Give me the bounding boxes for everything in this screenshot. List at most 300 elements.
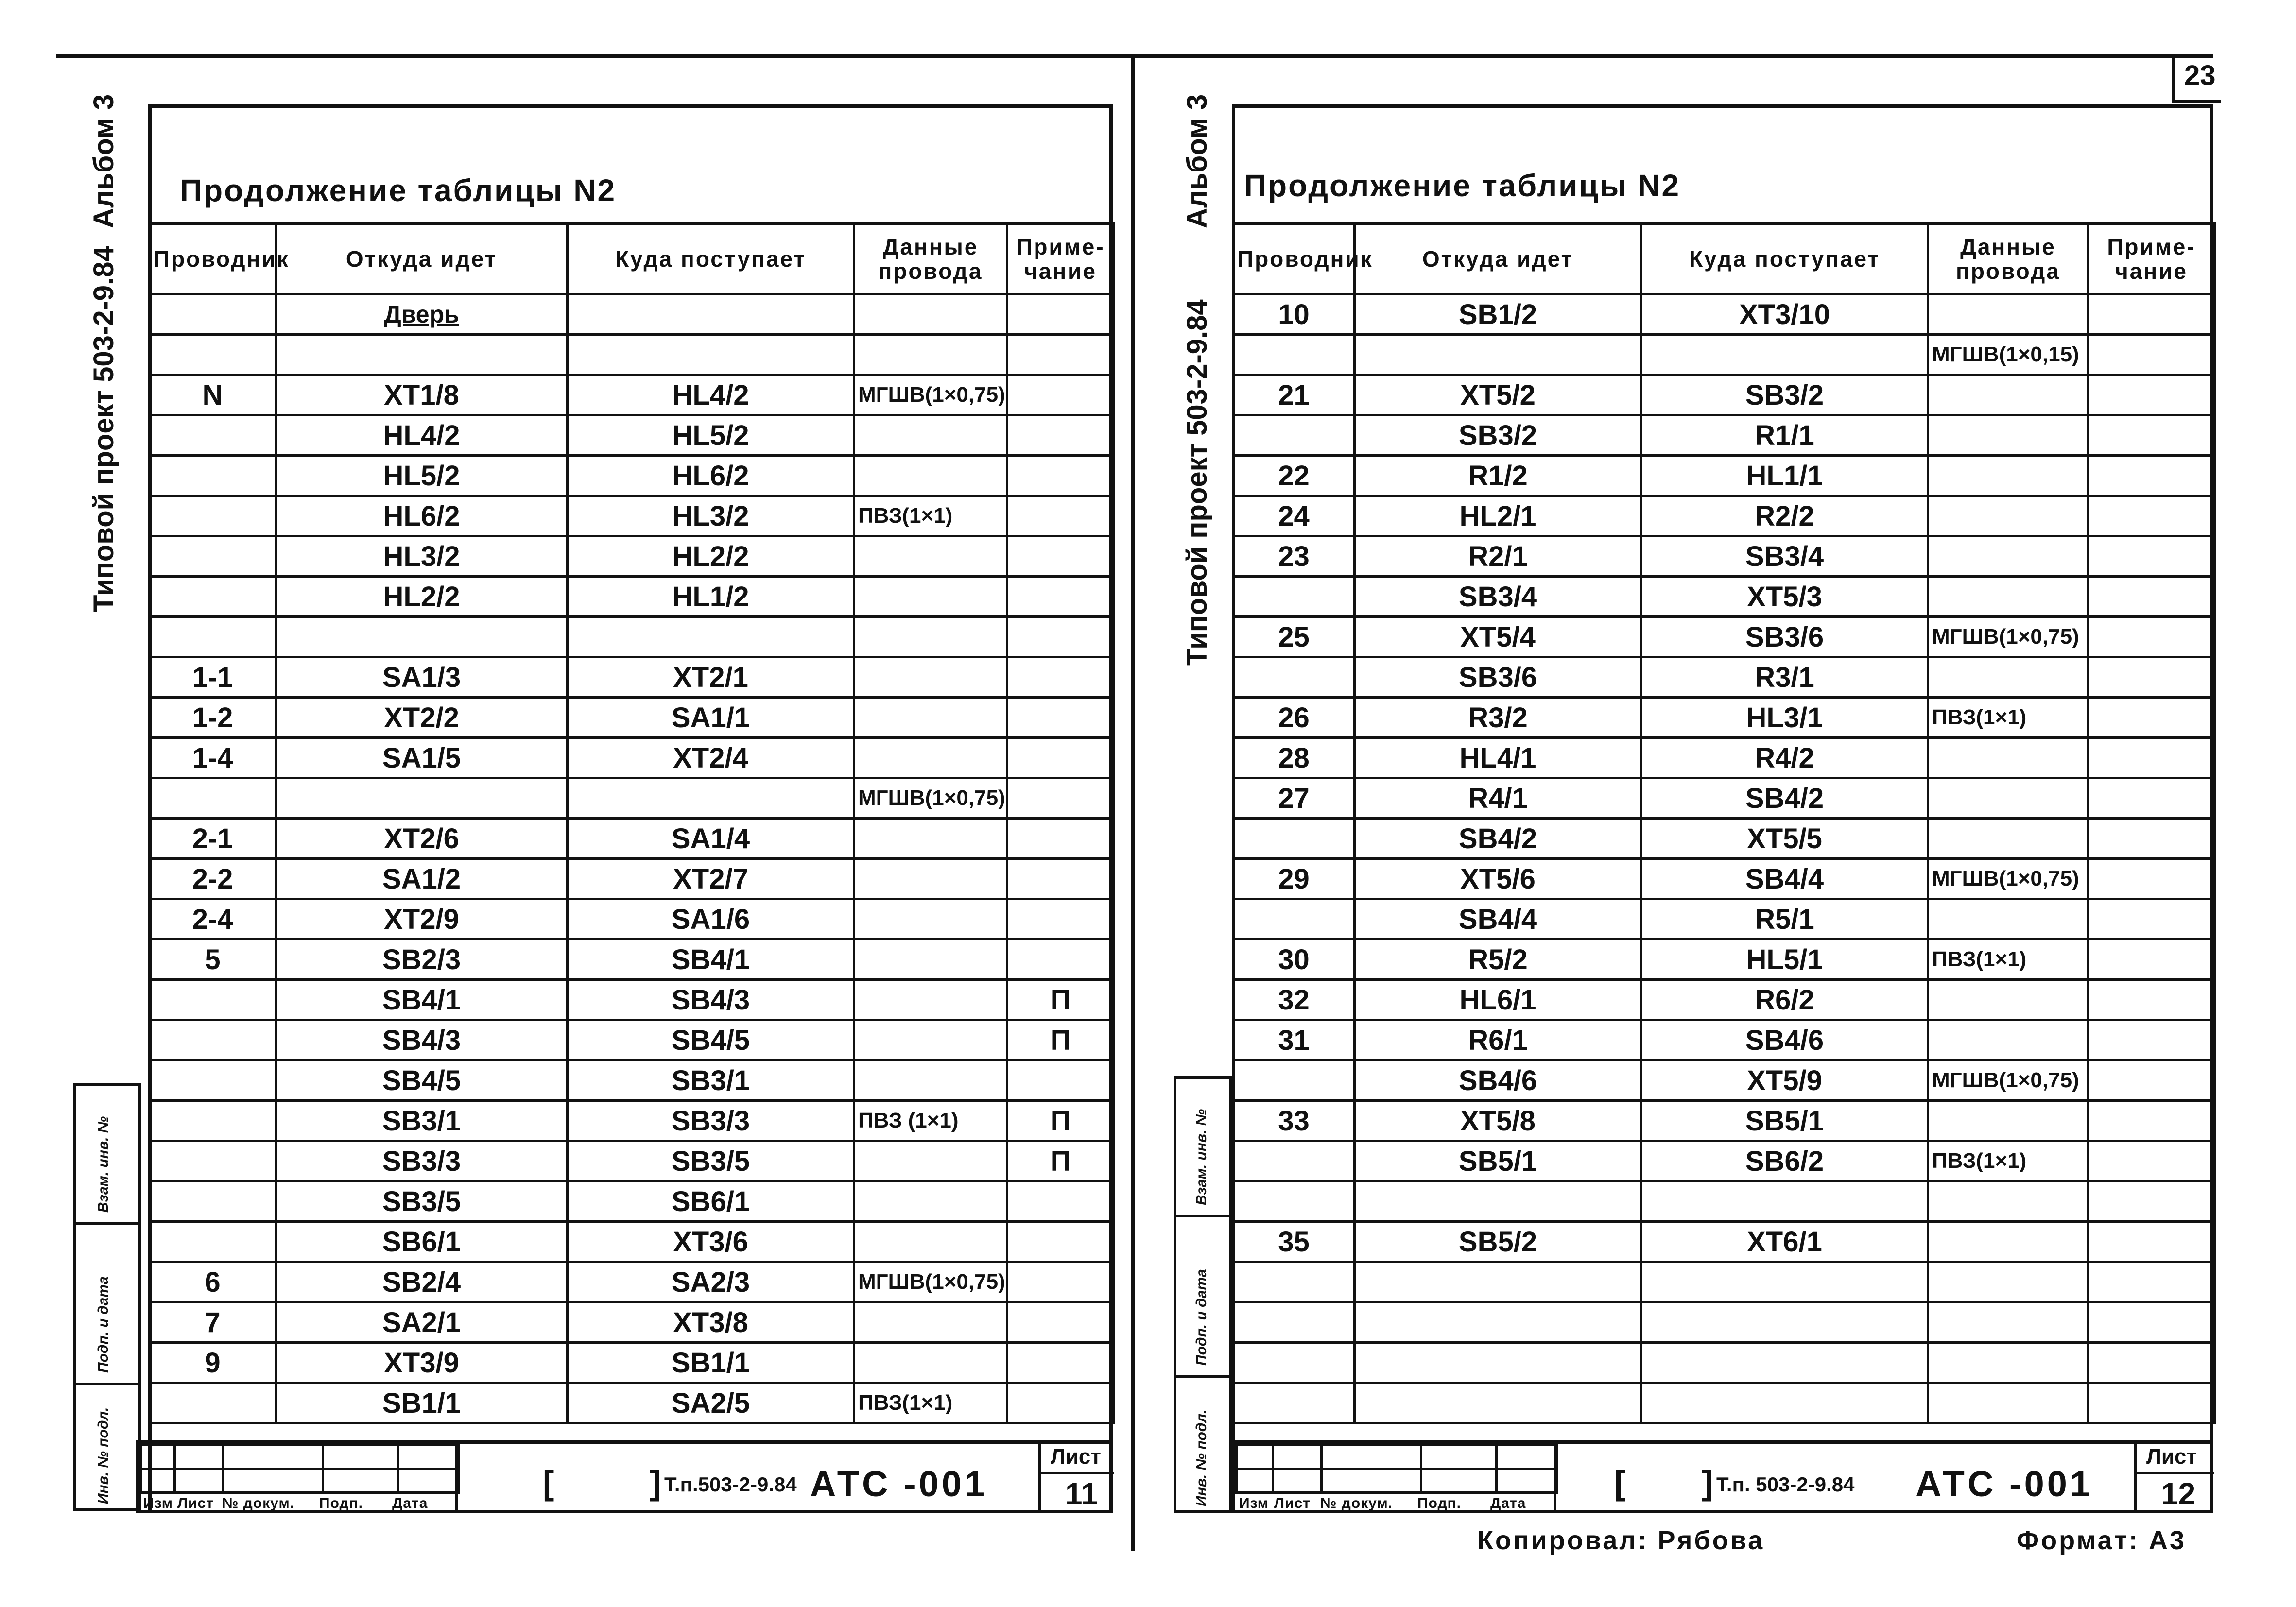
to-cell: XT5/3 — [1641, 577, 1928, 617]
wire-data-cell — [1928, 496, 2089, 536]
from-cell: SB4/5 — [276, 1060, 568, 1101]
table-row — [150, 1181, 1114, 1222]
album-label-left: Альбом 3 — [88, 94, 120, 228]
table-row — [150, 778, 1114, 819]
stamp-sheet-box — [2134, 1444, 2214, 1512]
stamp-sheet-number: 11 — [1065, 1476, 1098, 1511]
bracket-left-icon: [ — [543, 1464, 554, 1502]
table-row — [1233, 415, 2215, 456]
table-title-left: Продолжение таблицы N2 — [180, 173, 617, 208]
conductor-cell: 9 — [150, 1343, 276, 1383]
from-cell — [1355, 1302, 1641, 1343]
note-cell — [2089, 859, 2215, 899]
wire-data-cell — [854, 536, 1007, 577]
wire-data-cell: ПВЗ(1×1) — [854, 1383, 1007, 1423]
note-cell — [1007, 577, 1114, 617]
note-cell — [1007, 1181, 1114, 1222]
wire-data-cell: ПВЗ (1×1) — [854, 1101, 1007, 1141]
table-row — [1233, 738, 2215, 778]
from-cell: SB1/2 — [1355, 294, 1641, 335]
col-header-note: Приме-чание — [1007, 224, 1114, 294]
table-row — [150, 1141, 1114, 1181]
from-cell: XT3/9 — [276, 1343, 568, 1383]
note-cell — [2089, 1302, 2215, 1343]
to-cell — [1641, 1343, 1928, 1383]
wire-data-cell — [854, 294, 1007, 335]
wire-data-cell — [1928, 536, 2089, 577]
note-cell — [1007, 456, 1114, 496]
conductor-cell: 10 — [1233, 294, 1355, 335]
to-cell — [568, 294, 854, 335]
table-row — [150, 496, 1114, 536]
table-row — [150, 899, 1114, 940]
conductor-cell — [1233, 1141, 1355, 1181]
to-cell: HL5/2 — [568, 415, 854, 456]
conductor-cell — [150, 1141, 276, 1181]
to-cell: SB4/5 — [568, 1020, 854, 1060]
wire-data-cell — [1928, 1383, 2089, 1423]
note-cell — [2089, 335, 2215, 375]
to-cell — [568, 617, 854, 657]
page-number-box — [2172, 54, 2221, 103]
from-cell: SB2/3 — [276, 940, 568, 980]
wire-data-cell — [1928, 1302, 2089, 1343]
col-header-conductor: Проводник — [1233, 224, 1355, 294]
sidebar-sign-date: Подп. и дата — [95, 1276, 111, 1373]
wire-data-cell — [1928, 899, 2089, 940]
table-row — [1233, 456, 2215, 496]
col-header-to: Куда поступает — [1641, 224, 1928, 294]
conductor-cell: 28 — [1233, 738, 1355, 778]
album-label-right: Альбом 3 — [1181, 94, 1213, 228]
conductor-cell — [150, 415, 276, 456]
note-cell — [2089, 698, 2215, 738]
from-cell: XT2/6 — [276, 819, 568, 859]
from-cell: R1/2 — [1355, 456, 1641, 496]
from-cell: SB4/1 — [276, 980, 568, 1020]
conductor-cell — [1233, 657, 1355, 698]
conductor-cell: 24 — [1233, 496, 1355, 536]
note-cell — [1007, 1262, 1114, 1302]
note-cell — [2089, 738, 2215, 778]
note-cell — [2089, 657, 2215, 698]
note-cell — [2089, 1343, 2215, 1383]
bracket-right-icon: ] — [1702, 1464, 1713, 1502]
conductor-cell: 27 — [1233, 778, 1355, 819]
table-row — [1233, 335, 2215, 375]
note-cell — [2089, 940, 2215, 980]
conductor-cell: 29 — [1233, 859, 1355, 899]
conductor-cell — [1233, 577, 1355, 617]
wire-data-cell — [1928, 375, 2089, 415]
to-cell — [1641, 335, 1928, 375]
to-cell: SB3/4 — [1641, 536, 1928, 577]
stamp-col-sign: Подп. — [1417, 1495, 1461, 1511]
note-cell — [1007, 738, 1114, 778]
conductor-cell: 26 — [1233, 698, 1355, 738]
page-number: 23 — [2184, 60, 2216, 91]
sidebar-inv-number: Инв. № подл. — [95, 1407, 111, 1504]
wire-data-cell: МГШВ(1×0,75) — [1928, 617, 2089, 657]
wire-data-cell: МГШВ(1×0,15) — [1928, 335, 2089, 375]
table-row — [1233, 1222, 2215, 1262]
note-cell — [1007, 1343, 1114, 1383]
to-cell: SA1/6 — [568, 899, 854, 940]
wire-data-cell: ПВЗ(1×1) — [1928, 940, 2089, 980]
stamp-sheet-box — [1038, 1444, 1114, 1512]
to-cell: SB4/4 — [1641, 859, 1928, 899]
table-row — [1233, 980, 2215, 1020]
note-cell — [2089, 456, 2215, 496]
conductor-cell: 25 — [1233, 617, 1355, 657]
to-cell: SB4/2 — [1641, 778, 1928, 819]
to-cell: SB6/2 — [1641, 1141, 1928, 1181]
note-cell — [2089, 1141, 2215, 1181]
note-cell — [2089, 1060, 2215, 1101]
stamp-project-code: Т.п.503-2-9.84 — [664, 1473, 797, 1496]
stamp-doc-code: АТС -001 — [1916, 1464, 2093, 1504]
stamp-col-doc: № докум. — [222, 1495, 294, 1511]
note-cell — [1007, 415, 1114, 456]
to-cell: HL2/2 — [568, 536, 854, 577]
fold-line — [1131, 54, 1135, 1551]
table-row — [150, 294, 1114, 335]
note-cell: П — [1007, 1020, 1114, 1060]
wire-table-left — [148, 222, 1115, 1424]
to-cell: HL6/2 — [568, 456, 854, 496]
bracket-right-icon: ] — [650, 1464, 661, 1502]
wire-data-cell: МГШВ(1×0,75) — [1928, 1060, 2089, 1101]
wire-data-cell: МГШВ(1×0,75) — [854, 375, 1007, 415]
table-row — [150, 819, 1114, 859]
to-cell: XT5/5 — [1641, 819, 1928, 859]
stamp-col-date: Дата — [1490, 1495, 1526, 1511]
note-cell — [1007, 698, 1114, 738]
conductor-cell: N — [150, 375, 276, 415]
project-label-right: Типовой проект 503-2-9.84 — [1181, 299, 1213, 666]
col-header-from: Откуда идет — [1355, 224, 1641, 294]
wire-data-cell — [854, 940, 1007, 980]
table-row — [1233, 1141, 2215, 1181]
from-cell: SB3/6 — [1355, 657, 1641, 698]
table-row — [150, 738, 1114, 778]
from-cell: SB5/2 — [1355, 1222, 1641, 1262]
stamp-col-izm: Изм — [1239, 1495, 1269, 1511]
wire-data-cell — [1928, 1262, 2089, 1302]
from-cell: XT1/8 — [276, 375, 568, 415]
col-header-conductor: Проводник — [150, 224, 276, 294]
from-cell: SB3/5 — [276, 1181, 568, 1222]
table-row — [1233, 1101, 2215, 1141]
from-cell — [276, 778, 568, 819]
wire-data-cell — [854, 1060, 1007, 1101]
from-cell: SB3/2 — [1355, 415, 1641, 456]
note-cell: П — [1007, 980, 1114, 1020]
to-cell: R2/2 — [1641, 496, 1928, 536]
wire-data-cell — [854, 657, 1007, 698]
to-cell — [1641, 1383, 1928, 1423]
to-cell: SB4/3 — [568, 980, 854, 1020]
table-title-right: Продолжение таблицы N2 — [1244, 168, 1681, 203]
top-rule — [56, 54, 2213, 58]
from-cell: SB4/2 — [1355, 819, 1641, 859]
from-cell: SA2/1 — [276, 1302, 568, 1343]
table-row — [150, 415, 1114, 456]
table-row — [1233, 1060, 2215, 1101]
to-cell: SB3/5 — [568, 1141, 854, 1181]
from-cell: SB5/1 — [1355, 1141, 1641, 1181]
note-cell — [2089, 1020, 2215, 1060]
to-cell — [1641, 1262, 1928, 1302]
wire-data-cell: ПВЗ(1×1) — [1928, 698, 2089, 738]
title-block-left — [136, 1440, 1113, 1513]
table-row — [150, 698, 1114, 738]
note-cell — [2089, 617, 2215, 657]
note-cell — [2089, 496, 2215, 536]
stamp-project-code: Т.п. 503-2-9.84 — [1716, 1473, 1855, 1496]
from-cell: SA1/3 — [276, 657, 568, 698]
to-cell: SB3/1 — [568, 1060, 854, 1101]
from-cell — [276, 617, 568, 657]
wire-data-cell — [854, 456, 1007, 496]
from-cell — [1355, 1383, 1641, 1423]
sidebar-sign-date: Подп. и дата — [1193, 1269, 1209, 1366]
conductor-cell — [1233, 1343, 1355, 1383]
note-cell — [1007, 536, 1114, 577]
to-cell: XT5/9 — [1641, 1060, 1928, 1101]
stamp-col-izm: Изм — [143, 1495, 173, 1511]
stamp-divider — [455, 1444, 458, 1512]
wire-data-cell: МГШВ(1×0,75) — [1928, 859, 2089, 899]
wire-data-cell — [854, 819, 1007, 859]
to-cell: SB4/6 — [1641, 1020, 1928, 1060]
table-row — [1233, 1302, 2215, 1343]
from-cell: SB3/4 — [1355, 577, 1641, 617]
from-cell: XT5/8 — [1355, 1101, 1641, 1141]
col-header-wire-data: Данные провода — [854, 224, 1007, 294]
conductor-cell: 32 — [1233, 980, 1355, 1020]
table-row — [150, 657, 1114, 698]
from-cell: HL2/1 — [1355, 496, 1641, 536]
conductor-cell — [1233, 415, 1355, 456]
stamp-col-sign: Подп. — [319, 1495, 363, 1511]
table-row — [150, 1222, 1114, 1262]
table-row — [1233, 698, 2215, 738]
table-row — [150, 940, 1114, 980]
stamp-sheet-label: Лист — [2146, 1445, 2197, 1469]
table-row — [1233, 1181, 2215, 1222]
conductor-cell: 35 — [1233, 1222, 1355, 1262]
stamp-col-doc: № докум. — [1320, 1495, 1393, 1511]
table-row — [150, 1262, 1114, 1302]
to-cell: XT3/8 — [568, 1302, 854, 1343]
table-row — [1233, 1383, 2215, 1423]
note-cell — [1007, 294, 1114, 335]
note-cell: П — [1007, 1101, 1114, 1141]
to-cell: R1/1 — [1641, 415, 1928, 456]
table-row — [150, 577, 1114, 617]
from-cell: Дверь — [276, 294, 568, 335]
conductor-cell — [150, 335, 276, 375]
from-cell: SB1/1 — [276, 1383, 568, 1423]
table-row — [150, 1302, 1114, 1343]
conductor-cell — [1233, 1181, 1355, 1222]
conductor-cell — [150, 577, 276, 617]
to-cell: R3/1 — [1641, 657, 1928, 698]
to-cell: XT2/7 — [568, 859, 854, 899]
wire-data-cell — [1928, 657, 2089, 698]
note-cell — [1007, 496, 1114, 536]
wire-data-cell: МГШВ(1×0,75) — [854, 1262, 1007, 1302]
to-cell: R6/2 — [1641, 980, 1928, 1020]
note-cell — [1007, 859, 1114, 899]
note-cell — [1007, 335, 1114, 375]
conductor-cell: 2-4 — [150, 899, 276, 940]
conductor-cell — [150, 778, 276, 819]
from-cell: HL6/2 — [276, 496, 568, 536]
table-row — [150, 335, 1114, 375]
stamp-sheet-label: Лист — [1051, 1445, 1101, 1469]
to-cell: XT3/6 — [568, 1222, 854, 1262]
wire-data-cell — [854, 738, 1007, 778]
conductor-cell — [150, 1181, 276, 1222]
note-cell — [2089, 1101, 2215, 1141]
conductor-cell: 23 — [1233, 536, 1355, 577]
wire-data-cell — [1928, 415, 2089, 456]
from-cell: XT2/9 — [276, 899, 568, 940]
copied-by: Копировал: Рябова — [1477, 1526, 1765, 1555]
from-cell: R4/1 — [1355, 778, 1641, 819]
note-cell — [2089, 778, 2215, 819]
wire-data-cell — [1928, 577, 2089, 617]
from-cell: XT5/2 — [1355, 375, 1641, 415]
note-cell — [2089, 980, 2215, 1020]
stamp-col-list: Лист — [1274, 1495, 1311, 1511]
project-label-left: Типовой проект 503-2-9.84 — [88, 246, 120, 612]
note-cell — [1007, 819, 1114, 859]
table-row — [1233, 617, 2215, 657]
wire-data-cell — [1928, 456, 2089, 496]
to-cell: R4/2 — [1641, 738, 1928, 778]
conductor-cell: 2-2 — [150, 859, 276, 899]
from-cell: R2/1 — [1355, 536, 1641, 577]
revision-grid-left — [139, 1444, 460, 1494]
col-header-to: Куда поступает — [568, 224, 854, 294]
from-cell: XT2/2 — [276, 698, 568, 738]
table-row — [150, 617, 1114, 657]
revision-grid-right — [1235, 1444, 1558, 1494]
table-row — [150, 1343, 1114, 1383]
conductor-cell: 31 — [1233, 1020, 1355, 1060]
from-cell: R5/2 — [1355, 940, 1641, 980]
to-cell: XT2/1 — [568, 657, 854, 698]
to-cell: XT6/1 — [1641, 1222, 1928, 1262]
conductor-cell — [150, 456, 276, 496]
table-row — [1233, 940, 2215, 980]
stamp-col-date: Дата — [392, 1495, 428, 1511]
stamp-doc-code: АТС -001 — [810, 1464, 988, 1504]
from-cell: SB3/1 — [276, 1101, 568, 1141]
approval-sidebar-left — [73, 1083, 141, 1511]
from-cell: HL5/2 — [276, 456, 568, 496]
note-cell — [1007, 617, 1114, 657]
conductor-cell — [1233, 1262, 1355, 1302]
note-cell — [2089, 375, 2215, 415]
conductor-cell — [1233, 899, 1355, 940]
conductor-cell: 30 — [1233, 940, 1355, 980]
from-cell: HL2/2 — [276, 577, 568, 617]
from-cell: SB3/3 — [276, 1141, 568, 1181]
note-cell — [1007, 899, 1114, 940]
wire-data-cell: МГШВ(1×0,75) — [854, 778, 1007, 819]
to-cell: HL3/2 — [568, 496, 854, 536]
table-row — [1233, 375, 2215, 415]
to-cell: SB4/1 — [568, 940, 854, 980]
wire-data-cell — [1928, 778, 2089, 819]
table-row — [1233, 536, 2215, 577]
to-cell: HL4/2 — [568, 375, 854, 415]
to-cell: R5/1 — [1641, 899, 1928, 940]
conductor-cell: 5 — [150, 940, 276, 980]
note-cell — [1007, 1222, 1114, 1262]
from-cell — [276, 335, 568, 375]
table-row — [1233, 1020, 2215, 1060]
paper-format: Формат: А3 — [2017, 1526, 2187, 1555]
from-cell — [1355, 335, 1641, 375]
title-block-right — [1232, 1440, 2213, 1513]
to-cell: SA1/1 — [568, 698, 854, 738]
from-cell: XT5/6 — [1355, 859, 1641, 899]
table-row — [150, 1060, 1114, 1101]
wire-data-cell: ПВЗ(1×1) — [1928, 1141, 2089, 1181]
table-row — [1233, 899, 2215, 940]
to-cell: XT2/4 — [568, 738, 854, 778]
wire-data-cell — [854, 617, 1007, 657]
conductor-cell — [150, 1101, 276, 1141]
wire-table-right — [1232, 222, 2216, 1424]
wire-data-cell — [1928, 1222, 2089, 1262]
conductor-cell: 1-1 — [150, 657, 276, 698]
from-cell: SB4/3 — [276, 1020, 568, 1060]
table-row — [150, 536, 1114, 577]
to-cell: HL1/1 — [1641, 456, 1928, 496]
table-row — [150, 859, 1114, 899]
from-cell: SB4/4 — [1355, 899, 1641, 940]
sidebar-inv-number: Инв. № подл. — [1193, 1409, 1209, 1506]
conductor-cell — [150, 536, 276, 577]
wire-data-cell — [1928, 1181, 2089, 1222]
conductor-cell — [1233, 1060, 1355, 1101]
conductor-cell: 1-4 — [150, 738, 276, 778]
stamp-sheet-number: 12 — [2161, 1476, 2196, 1511]
stamp-divider — [1554, 1444, 1556, 1512]
from-cell: XT5/4 — [1355, 617, 1641, 657]
note-cell — [1007, 657, 1114, 698]
conductor-cell: 2-1 — [150, 819, 276, 859]
sidebar-replace-inv: Взам. инв. № — [1193, 1109, 1209, 1205]
from-cell: HL3/2 — [276, 536, 568, 577]
table-row — [1233, 1262, 2215, 1302]
from-cell: SB6/1 — [276, 1222, 568, 1262]
note-cell — [2089, 819, 2215, 859]
note-cell — [2089, 415, 2215, 456]
from-cell: HL4/1 — [1355, 738, 1641, 778]
from-cell: SB2/4 — [276, 1262, 568, 1302]
wire-data-cell — [854, 698, 1007, 738]
conductor-cell — [150, 1020, 276, 1060]
col-header-from: Откуда идет — [276, 224, 568, 294]
conductor-cell: 7 — [150, 1302, 276, 1343]
